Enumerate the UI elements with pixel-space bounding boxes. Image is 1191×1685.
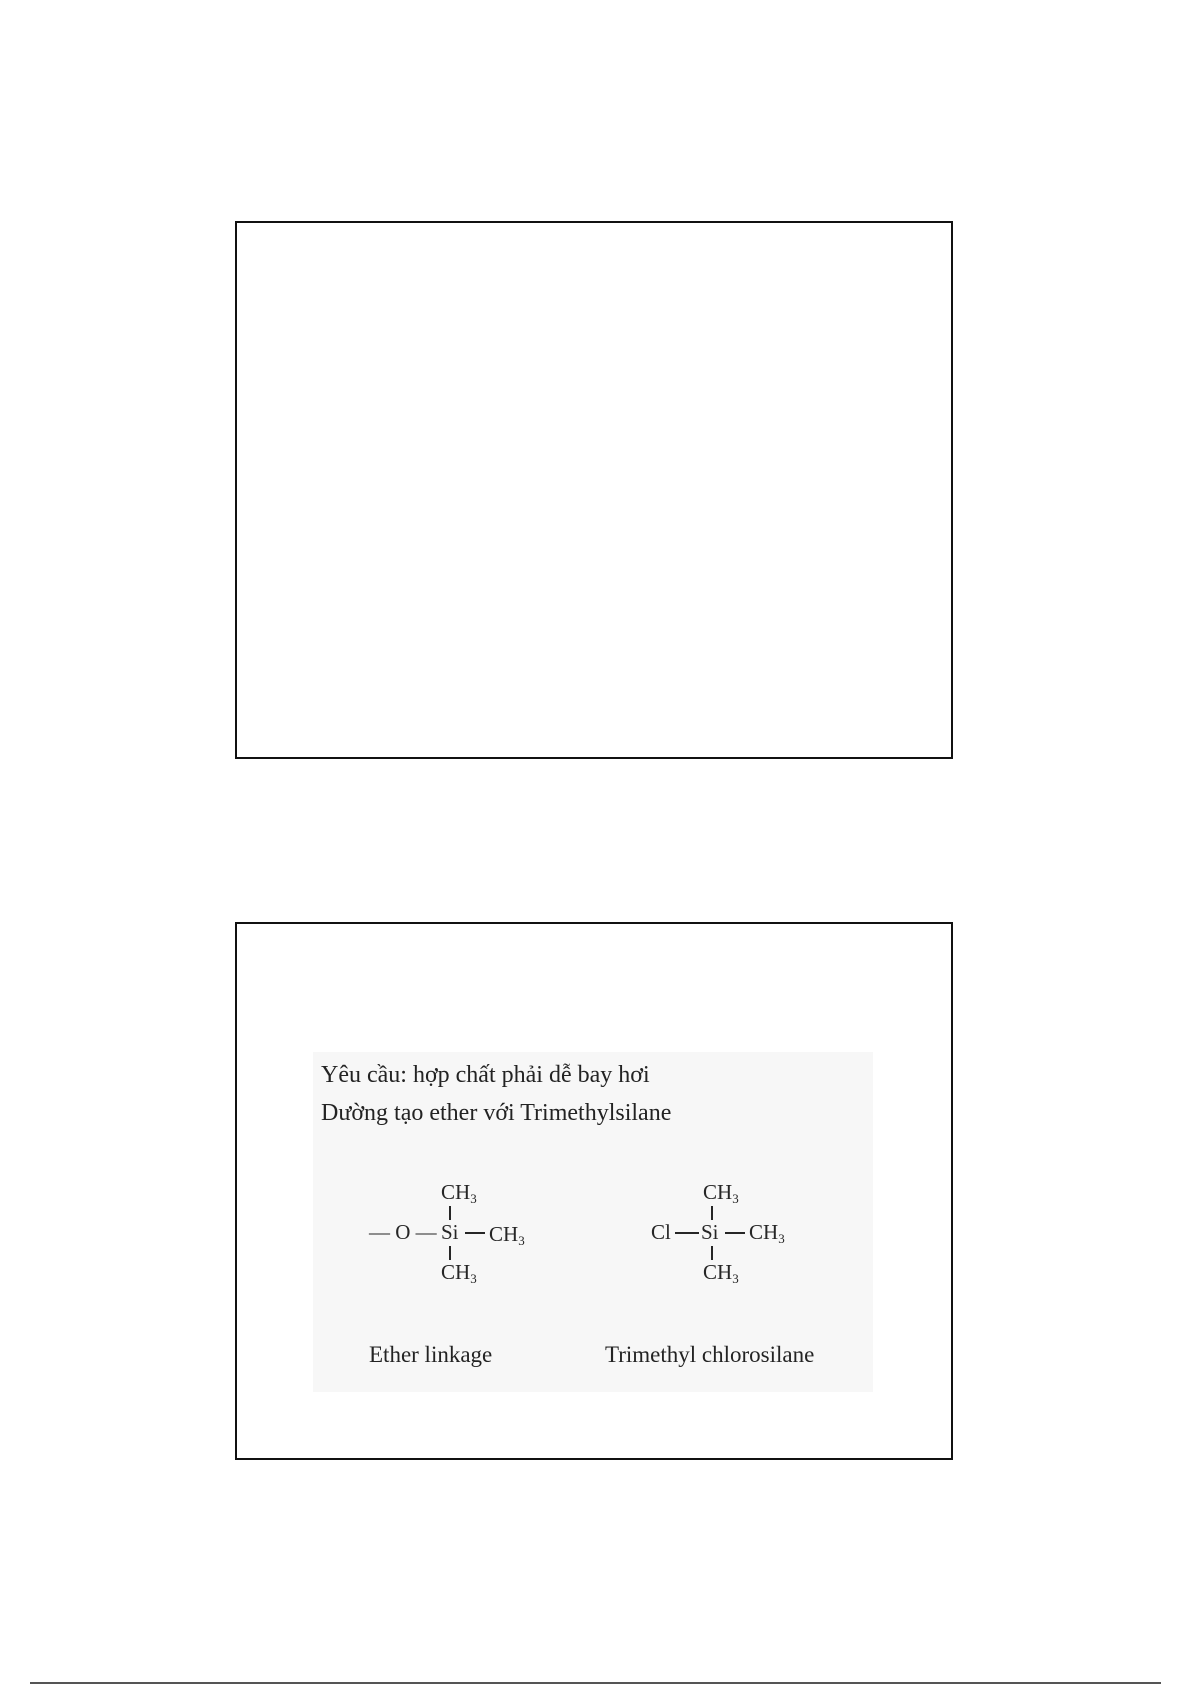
page-bottom-rule <box>30 1682 1161 1684</box>
chloro-silicon: Si <box>701 1220 719 1244</box>
trimethyl-chlorosilane-caption: Trimethyl chlorosilane <box>605 1342 815 1367</box>
ether-top-bond <box>449 1206 451 1220</box>
ether-top-ch3: $CH_3$ <box>441 1180 477 1206</box>
ether-right-ch3: $CH_3$ <box>489 1222 525 1248</box>
chloro-bottom-ch3: $CH_3$ <box>703 1260 739 1286</box>
method-text: Dường tạo ether với Trimethylsilane <box>321 1100 672 1126</box>
chloro-right-ch3: $CH_3$ <box>749 1220 785 1246</box>
ether-bottom-ch3: $CH_3$ <box>441 1260 477 1286</box>
ether-right-bond <box>465 1232 485 1234</box>
ether-silicon: Si <box>441 1220 459 1244</box>
chloro-bottom-bond <box>711 1246 713 1260</box>
slide-content <box>313 1052 873 1392</box>
ether-oxygen-link: — O — <box>369 1220 437 1244</box>
ether-linkage-caption: Ether linkage <box>369 1342 493 1367</box>
ether-bottom-bond <box>449 1246 451 1260</box>
slide-frame-1 <box>235 221 953 759</box>
chloro-top-ch3: $CH_3$ <box>703 1180 739 1206</box>
chloro-top-bond <box>711 1206 713 1220</box>
ether-linkage-structure <box>369 1180 549 1290</box>
slide-frame-2 <box>235 922 953 1460</box>
chloro-left-bond <box>675 1232 699 1234</box>
trimethyl-chlorosilane-structure <box>651 1180 831 1290</box>
chloro-right-bond <box>725 1232 745 1234</box>
chloro-chlorine: Cl <box>651 1220 671 1244</box>
requirement-text: Yêu cầu: hợp chất phải dễ bay hơi <box>321 1062 650 1088</box>
